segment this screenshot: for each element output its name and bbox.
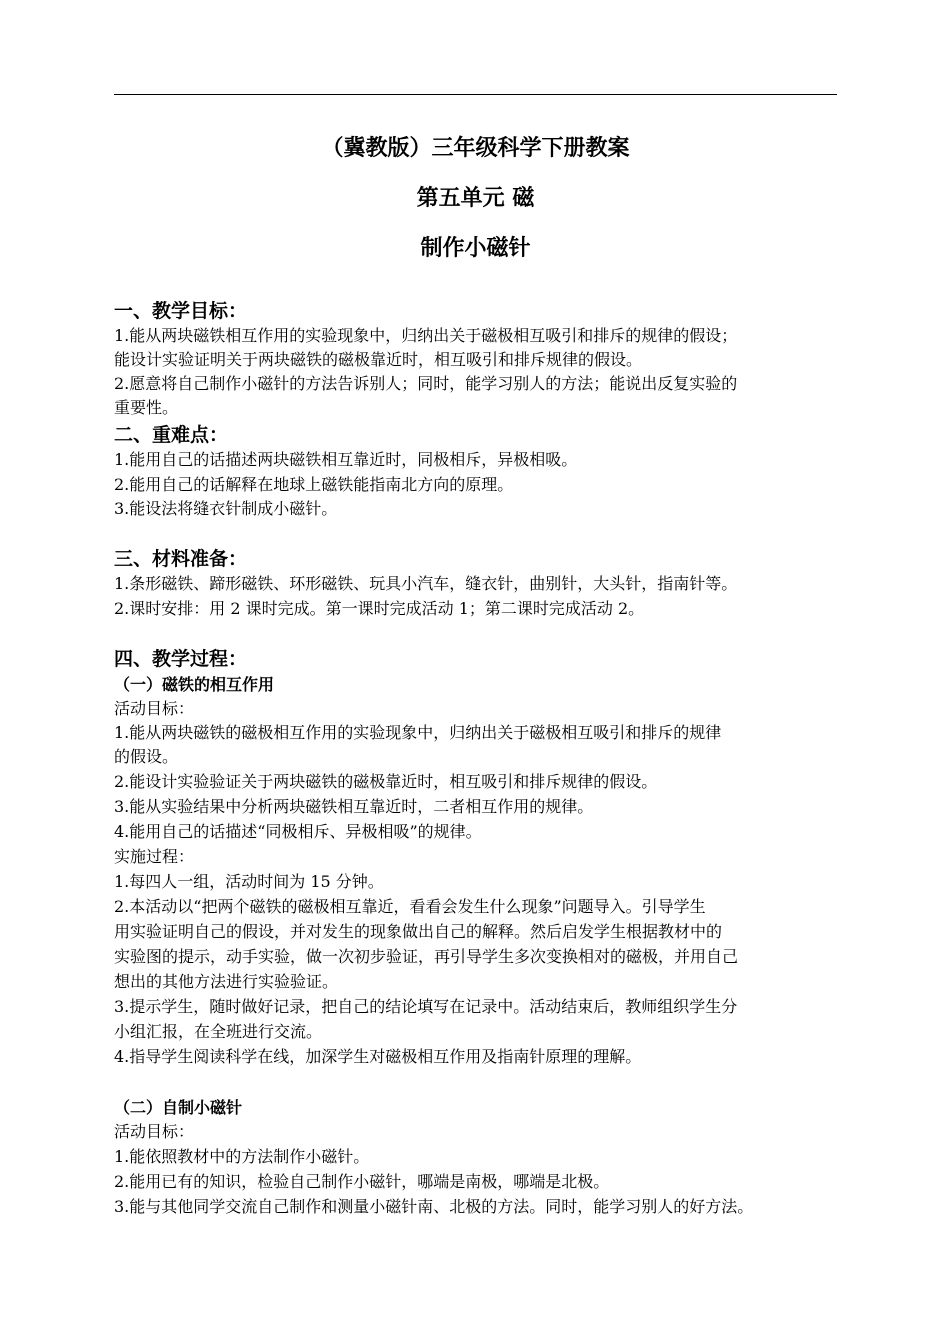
paragraph-line: 实施过程： (114, 847, 195, 866)
paragraph-line: 3.能与其他同学交流自己制作和测量小磁针南、北极的方法。同时，能学习别人的好方法。 (114, 1197, 754, 1216)
paragraph-line: 1.能从两块磁铁相互作用的实验现象中，归纳出关于磁极相互吸引和排斥的规律的假设； (114, 326, 738, 345)
paragraph-line: 2.能用已有的知识，检验自己制作小磁针，哪端是南极，哪端是北极。 (114, 1172, 610, 1191)
paragraph-line: 小组汇报，在全班进行交流。 (114, 1022, 323, 1041)
paragraph-line: 能设计实验证明关于两块磁铁的磁极靠近时，相互吸引和排斥规律的假设。 (114, 350, 643, 369)
paragraph-line: 3.能设法将缝衣针制成小磁针。 (114, 499, 338, 518)
paragraph-line: 1.能从两块磁铁的磁极相互作用的实验现象中，归纳出关于磁极相互吸引和排斥的规律 (114, 723, 722, 742)
paragraph-line: 2.能用自己的话解释在地球上磁铁能指南北方向的原理。 (114, 475, 514, 494)
paragraph-line: 重要性。 (114, 398, 179, 417)
paragraph-line: 想出的其他方法进行实验验证。 (114, 972, 339, 991)
paragraph-line: 活动目标： (114, 1122, 195, 1141)
document-title: （冀教版）三年级科学下册教案 (321, 136, 630, 161)
paragraph-line: 1.能用自己的话描述两块磁铁相互靠近时，同极相斥，异极相吸。 (114, 450, 578, 469)
paragraph-line: 用实验证明自己的假设，并对发生的现象做出自己的解释。然后启发学生根据教材中的 (114, 922, 723, 941)
paragraph-line: 1.能依照教材中的方法制作小磁针。 (114, 1147, 370, 1166)
section-heading-materials: 三、材料准备： (114, 548, 248, 570)
paragraph-line: 3.能从实验结果中分析两块磁铁相互靠近时，二者相互作用的规律。 (114, 797, 594, 816)
section-heading-process: 四、教学过程： (114, 648, 248, 670)
paragraph-line: 2.课时安排：用 2 课时完成。第一课时完成活动 1；第二课时完成活动 2。 (114, 599, 645, 618)
paragraph-line: 2.能设计实验验证关于两块磁铁的磁极靠近时，相互吸引和排斥规律的假设。 (114, 772, 658, 791)
paragraph-line: 1.条形磁铁、蹄形磁铁、环形磁铁、玩具小汽车，缝衣针，曲别针，大头针，指南针等。 (114, 574, 738, 593)
unit-title: 第五单元 磁 (416, 186, 535, 211)
paragraph-line: 实验图的提示，动手实验，做一次初步验证，再引导学生多次变换相对的磁极，并用自己 (114, 947, 739, 966)
paragraph-line: 1.每四人一组，活动时间为 15 分钟。 (114, 872, 384, 891)
subsection-heading-make-needle: （二）自制小磁针 (114, 1098, 243, 1117)
paragraph-line: 3.提示学生，随时做好记录，把自己的结论填写在记录中。活动结束后，教师组织学生分 (114, 997, 738, 1016)
header-rule (114, 94, 837, 95)
lesson-title: 制作小磁针 (420, 236, 531, 261)
paragraph-line: 的假设。 (114, 747, 179, 766)
paragraph-line: 2.本活动以“把两个磁铁的磁极相互靠近，看看会发生什么现象”问题导入。引导学生 (114, 897, 706, 916)
paragraph-line: 4.指导学生阅读科学在线，加深学生对磁极相互作用及指南针原理的理解。 (114, 1047, 642, 1066)
paragraph-line: 2.愿意将自己制作小磁针的方法告诉别人；同时，能学习别人的方法；能说出反复实验的 (114, 374, 738, 393)
paragraph-line: 活动目标： (114, 699, 195, 718)
section-heading-key-points: 二、重难点： (114, 424, 229, 446)
section-heading-objectives: 一、教学目标： (114, 300, 248, 322)
subsection-heading-magnet-interaction: （一）磁铁的相互作用 (114, 675, 275, 694)
paragraph-line: 4.能用自己的话描述“同极相斥、异极相吸”的规律。 (114, 822, 482, 841)
